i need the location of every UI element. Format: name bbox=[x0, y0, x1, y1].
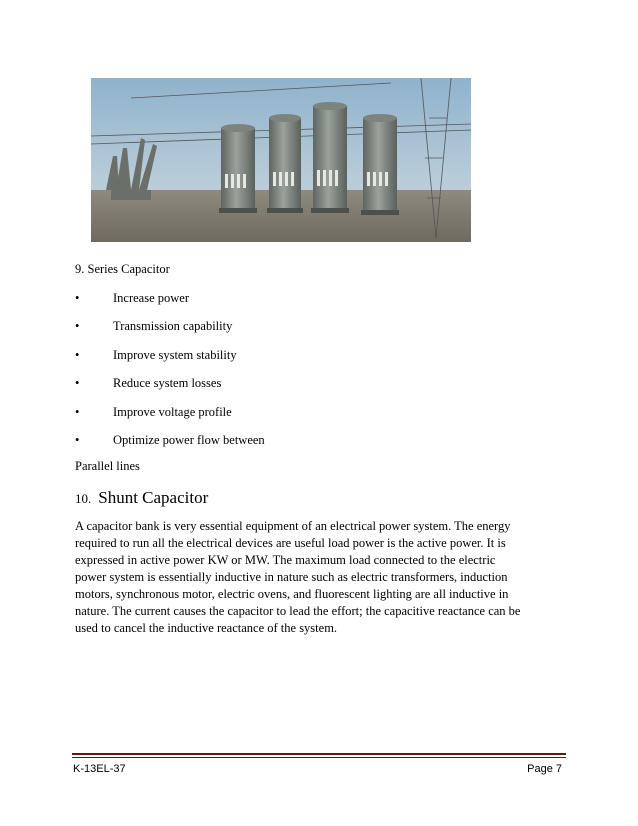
paragraph-line: used to cancel the inductive reactance of the system. bbox=[75, 621, 338, 635]
bullet-icon: • bbox=[75, 319, 80, 333]
footer-divider-thin bbox=[72, 757, 566, 758]
paragraph-line: motors, synchronous motor, electric ovens, and fluorescent lighting are all inductive in bbox=[75, 587, 509, 601]
footer-divider bbox=[72, 753, 566, 755]
shunt-capacitor-paragraph bbox=[75, 518, 565, 637]
bullet-text: Transmission capability bbox=[113, 319, 233, 333]
paragraph-line: required to run all the electrical devices are useful load power is the active power. It is bbox=[75, 536, 506, 550]
footer-page-number: Page 7 bbox=[527, 763, 562, 775]
footer-document-code: K-13EL-37 bbox=[73, 763, 126, 775]
bullet-text: Reduce system losses bbox=[113, 376, 222, 390]
series-capacitor-photo bbox=[91, 78, 471, 242]
paragraph-line: power system is essentially inductive in nature such as electric transformers, induction bbox=[75, 570, 508, 584]
capacitor-bank-illustration bbox=[91, 78, 471, 242]
section-9-title: 9. Series Capacitor bbox=[75, 262, 170, 276]
bullet-text: Increase power bbox=[113, 291, 189, 305]
bullet-text: Improve system stability bbox=[113, 348, 237, 362]
bullet-text: Optimize power flow between bbox=[113, 433, 265, 447]
bullet-icon: • bbox=[75, 291, 80, 305]
section-10-heading bbox=[75, 488, 208, 508]
section-10-title: Shunt Capacitor bbox=[98, 488, 209, 507]
bullet-icon: • bbox=[75, 405, 80, 419]
bullet-icon: • bbox=[75, 376, 80, 390]
bullet-text: Improve voltage profile bbox=[113, 405, 232, 419]
bullet-continuation: Parallel lines bbox=[75, 459, 140, 473]
paragraph-line: nature. The current causes the capacitor to lead the effort; the capacitive reactance can be bbox=[75, 604, 521, 618]
bullet-icon: • bbox=[75, 348, 80, 362]
bullet-icon: • bbox=[75, 433, 80, 447]
paragraph-line: expressed in active power KW or MW. The maximum load connected to the electric bbox=[75, 553, 496, 567]
paragraph-line: A capacitor bank is very essential equipment of an electrical power system. The energy bbox=[75, 519, 511, 533]
section-10-number: 10. bbox=[75, 491, 92, 506]
